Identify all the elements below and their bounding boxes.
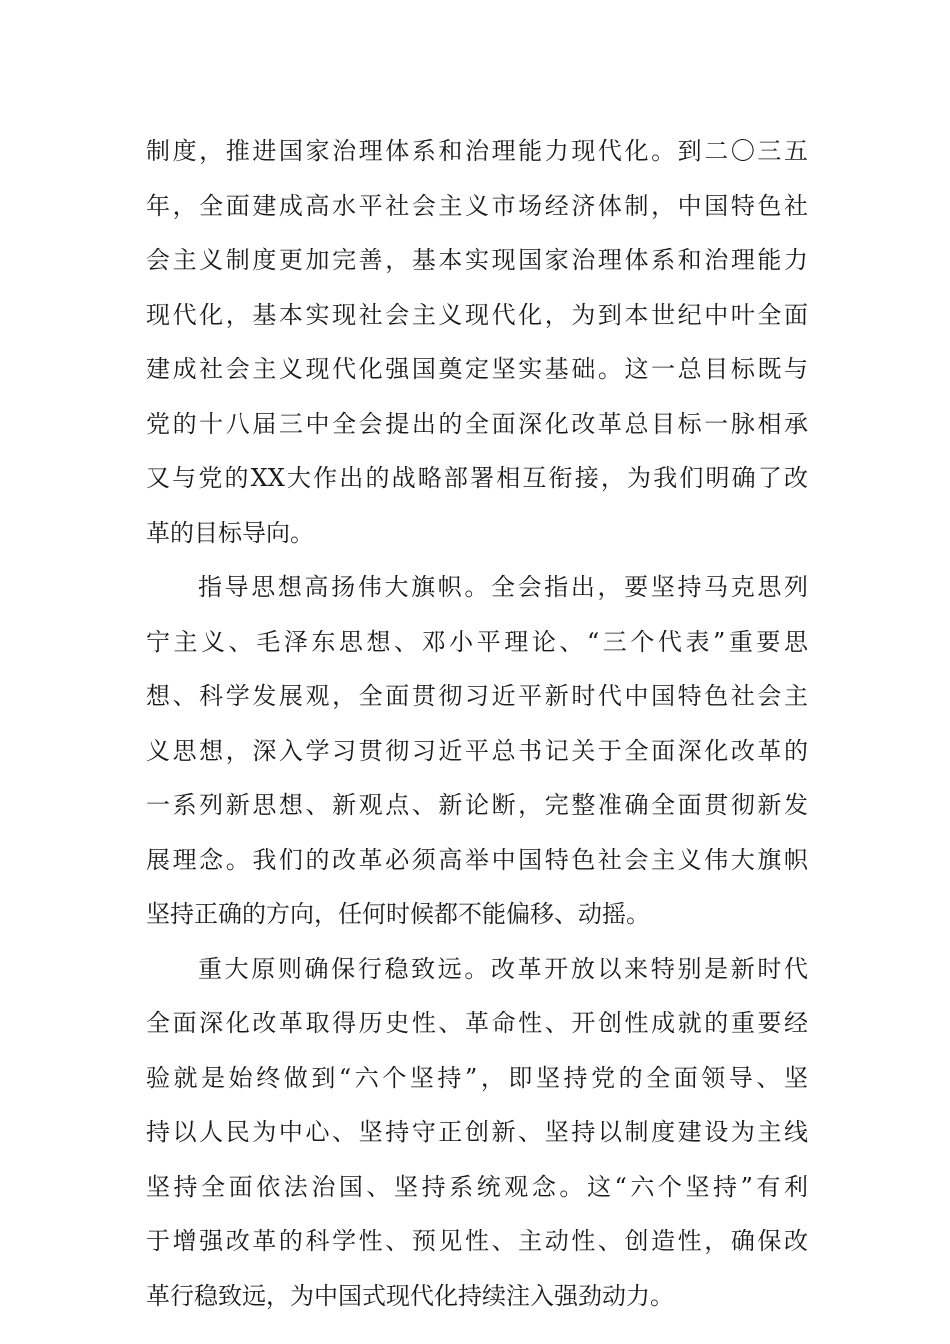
paragraph-line: 党的十八届三中全会提出的全面深化改革总目标一脉相承 — [146, 409, 808, 438]
paragraph-line: 制度，推进国家治理体系和治理能力现代化。到二〇三五 — [146, 137, 808, 165]
paragraph-line: 坚持正确的方向，任何时候都不能偏移、动摇。 — [146, 900, 650, 928]
paragraph-line: 全面深化改革取得历史性、革命性、开创性成就的重要经 — [146, 1009, 808, 1037]
paragraph-line: 宁主义、毛泽东思想、邓小平理论、“三个代表”重要思 — [146, 627, 808, 656]
paragraph-line: 革行稳致远，为中国式现代化持续注入强劲动力。 — [146, 1281, 674, 1310]
paragraph-line: 革的目标导向。 — [146, 518, 314, 547]
paragraph-line: 持以人民为中心、坚持守正创新、坚持以制度建设为主线 — [146, 1118, 808, 1146]
paragraph-first-line: 指导思想高扬伟大旗帜。全会指出，要坚持马克思列 — [198, 573, 808, 601]
paragraph-line: 又与党的XX大作出的战略部署相互衔接，为我们明确了改 — [146, 464, 808, 492]
paragraph-line: 义思想，深入学习贯彻习近平总书记关于全面深化改革的 — [146, 736, 808, 765]
paragraph-line: 坚持全面依法治国、坚持系统观念。这“六个坚持”有利 — [146, 1172, 808, 1201]
paragraph-line: 验就是始终做到“六个坚持”，即坚持党的全面领导、坚 — [146, 1063, 808, 1092]
paragraph-line: 建成社会主义现代化强国奠定坚实基础。这一总目标既与 — [146, 355, 808, 383]
document-body — [146, 124, 808, 1323]
paragraph-line: 年，全面建成高水平社会主义市场经济体制，中国特色社 — [146, 191, 808, 220]
paragraph-line: 会主义制度更加完善，基本实现国家治理体系和治理能力 — [146, 246, 808, 274]
paragraph-line: 现代化，基本实现社会主义现代化，为到本世纪中叶全面 — [146, 300, 808, 329]
paragraph-line: 想、科学发展观，全面贯彻习近平新时代中国特色社会主 — [146, 682, 808, 710]
paragraph-first-line: 重大原则确保行稳致远。改革开放以来特别是新时代 — [198, 954, 808, 983]
paragraph-line: 一系列新思想、新观点、新论断，完整准确全面贯彻新发 — [146, 791, 808, 819]
paragraph-line: 于增强改革的科学性、预见性、主动性、创造性，确保改 — [146, 1227, 808, 1255]
paragraph-line: 展理念。我们的改革必须高举中国特色社会主义伟大旗帜 — [146, 845, 808, 874]
